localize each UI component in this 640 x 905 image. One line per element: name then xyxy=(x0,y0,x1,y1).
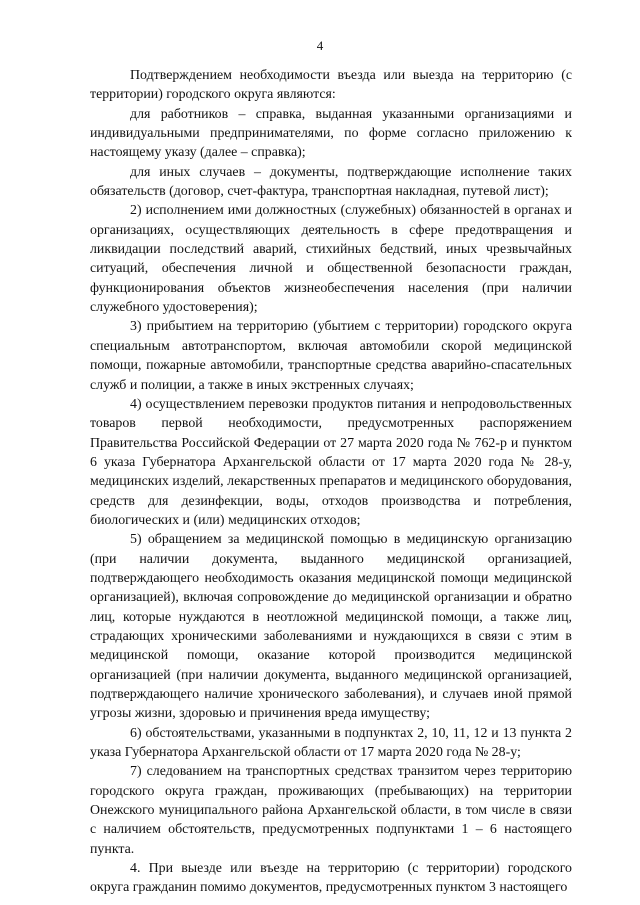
paragraph-item-7-transit: 7) следованием на транспортных средствах транзитом через территорию городского округа граждан, проживающих (пребывающих) на территории Онежского муниципального района Архангельской области, в том числе в связи с наличием обстоятельств, предусмотренных подпунктами 1 – 6 настоящего пункта. xyxy=(90,764,572,857)
paragraph-workers-certificate: для работников – справка, выданная указанными организациями и индивидуальными предпринимателями, по форме согласно приложению к настоящему указу (далее – справка); xyxy=(90,106,572,161)
paragraph-point-4-entry-exit: 4. При выезде или въезде на территорию (с территории) городского округа гражданин помимо документов, предусмотренных пунктом 3 настоящего xyxy=(90,861,572,896)
paragraph-item-6-circumstances: 6) обстоятельствами, указанными в подпунктах 2, 10, 11, 12 и 13 пункта 2 указа Губернатора Архангельской области от 17 марта 2020 года № 28-у; xyxy=(90,725,572,761)
paragraph-entry-confirmation: Подтверждением необходимости въезда или выезда на территорию (с территории) городского округа являются: xyxy=(90,68,572,103)
paragraph-item-5-medical-help: 5) обращением за медицинской помощью в медицинскую организацию (при наличии документа, выданного медицинской организацией, подтверждающего необходимость оказания медицинской помощи медицинской организацией), включая сопровождение до медицинской организации и обратно лиц, которые нуждаются в неотложной медицинской помощи, а также лиц, страдающих хроническими заболеваниями и нуждающихся в связи с этим в медицинской помощи, оказание которой производится медицинской организацией (при наличии документа, выданного медицинской организацией, подтверждающего наличие хронического заболевания), и случаев иной прямой угрозы жизни, здоровью и причинения вреда имуществу; xyxy=(90,532,572,722)
page-number: 4 xyxy=(316,38,324,53)
document-body xyxy=(90,66,572,898)
paragraph-item-4-goods-transport: 4) осуществлением перевозки продуктов питания и непродовольственных товаров первой необходимости, предусмотренных распоряжением Правительства Российской Федерации от 27 марта 2020 года № 762-р и пунктом 6 указа Губернатора Архангельской области от 17 марта 2020 года № 28-у, медицинских изделий, лекарственных препаратов и медицинского оборудования, средств для дезинфекции, воды, отходов производства и потребления, биологических и (или) медицинских отходов; xyxy=(90,396,572,528)
paragraph-other-cases-documents: для иных случаев – документы, подтверждающие исполнение таких обязательств (договор, счет-фактура, транспортная накладная, путевой лист); xyxy=(90,164,572,200)
paragraph-item-3-special-vehicles: 3) прибытием на территорию (убытием с территории) городского округа специальным автотранспортом, включая автомобили скорой медицинской помощи, пожарные автомобили, транспортные средства аварийно-спасательных служб и полиции, а также в иных экстренных случаях; xyxy=(90,319,572,393)
paragraph-item-2-official-duties: 2) исполнением ими должностных (служебных) обязанностей в органах и организациях, осуществляющих деятельность в сфере предотвращения и ликвидации последствий аварий, стихийных бедствий, иных чрезвычайных ситуаций, обеспечения личной и общественной безопасности граждан, функционирования объектов жизнеобеспечения населения (при наличии служебного удостоверения); xyxy=(90,203,572,316)
